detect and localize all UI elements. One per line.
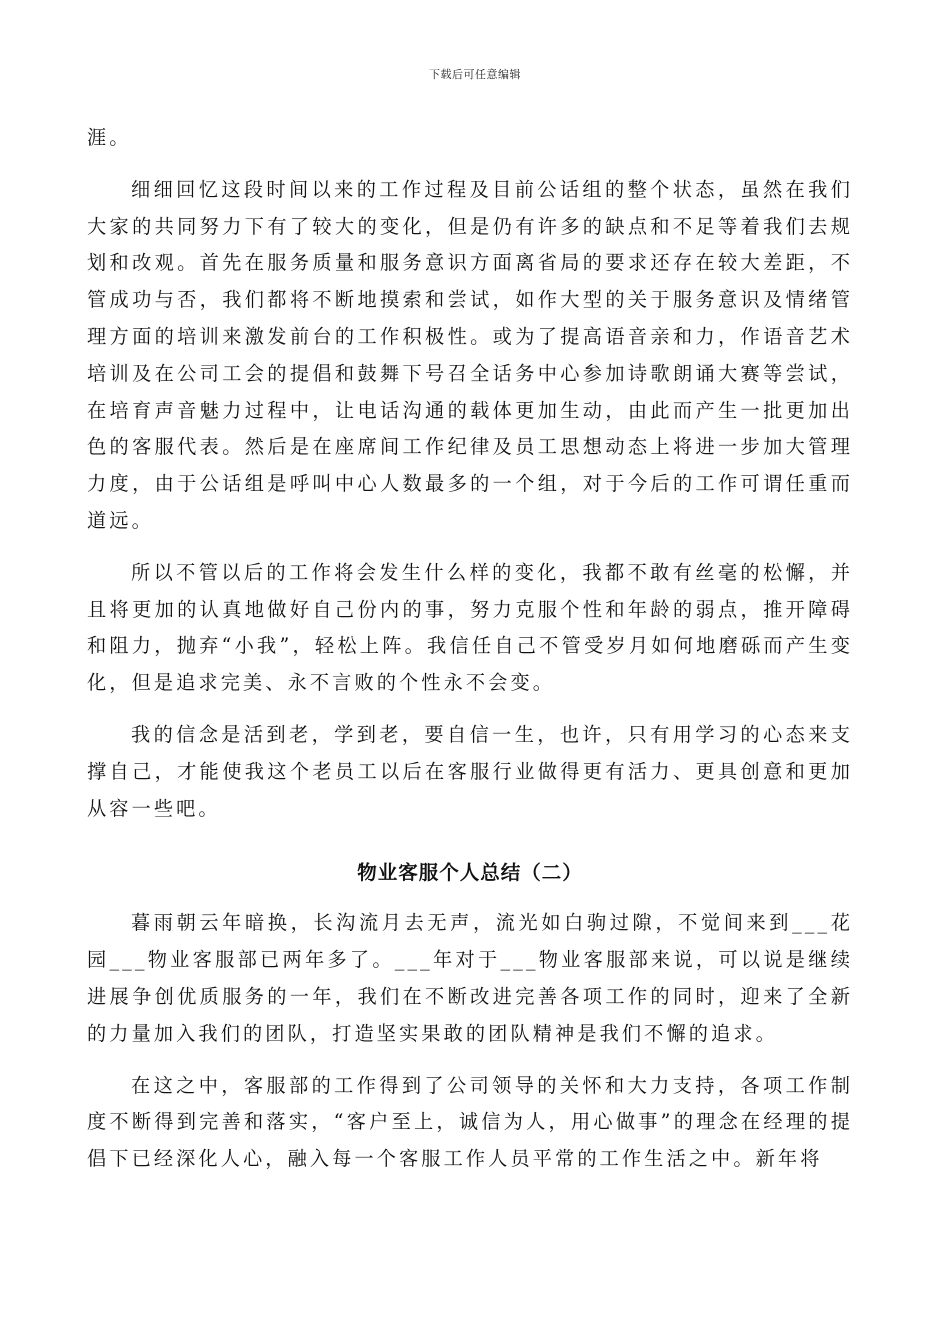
paragraph-belief: 我的信念是活到老，学到老，要自信一生，也许，只有用学习的心态来支撑自己，才能使我这个老员工以后在客服行业做得更有活力、更具创意和更加从容一些吧。 (87, 722, 853, 820)
header-note: 下载后可任意编辑 (429, 68, 521, 81)
document-body (87, 120, 853, 1178)
section-title: 物业客服个人总结（二） (357, 861, 583, 885)
paragraph-continuation: 涯。 (87, 126, 132, 149)
paragraph-intro: 暮雨朝云年暗换，长沟流月去无声，流光如白驹过隙，不觉间来到___花园___物业客服部已两年多了。___年对于___物业客服部来说，可以说是继续进展争创优质服务的一年，我们在不断改进完善各项工作的同时，迎来了全新的力量加入我们的团队，打造坚实果敢的团队精神是我们不懈的追求。 (87, 911, 853, 1045)
paragraph-commitment: 所以不管以后的工作将会发生什么样的变化，我都不敢有丝毫的松懈，并且将更加的认真地做好自己份内的事，努力克服个性和年龄的弱点，推开障碍和阻力，抛弃“小我”，轻松上阵。我信任自己不管受岁月如何地磨砾而产生变化，但是追求完美、永不言败的个性永不会变。 (87, 560, 853, 695)
paragraph-support: 在这之中，客服部的工作得到了公司领导的关怀和大力支持，各项工作制度不断得到完善和落实，“客户至上，诚信为人，用心做事”的理念在经理的提倡下已经深化人心，融入每一个客服工作人员平常的工作生活之中。新年将 (87, 1073, 853, 1171)
paragraph-review: 细细回忆这段时间以来的工作过程及目前公话组的整个状态，虽然在我们大家的共同努力下有了较大的变化，但是仍有许多的缺点和不足等着我们去规划和改观。首先在服务质量和服务意识方面离省局的要求还存在较大差距，不管成功与否，我们都将不断地摸索和尝试，如作大型的关于服务意识及情绪管理方面的培训来激发前台的工作积极性。或为了提高语音亲和力，作语音艺术培训及在公司工会的提倡和鼓舞下号召全话务中心参加诗歌朗诵大赛等尝试，在培育声音魅力过程中，让电话沟通的载体更加生动，由此而产生一批更加出色的客服代表。然后是在座席间工作纪律及员工思想动态上将进一步加大管理力度，由于公话组是呼叫中心人数最多的一个组，对于今后的工作可谓任重而道远。 (87, 177, 853, 532)
